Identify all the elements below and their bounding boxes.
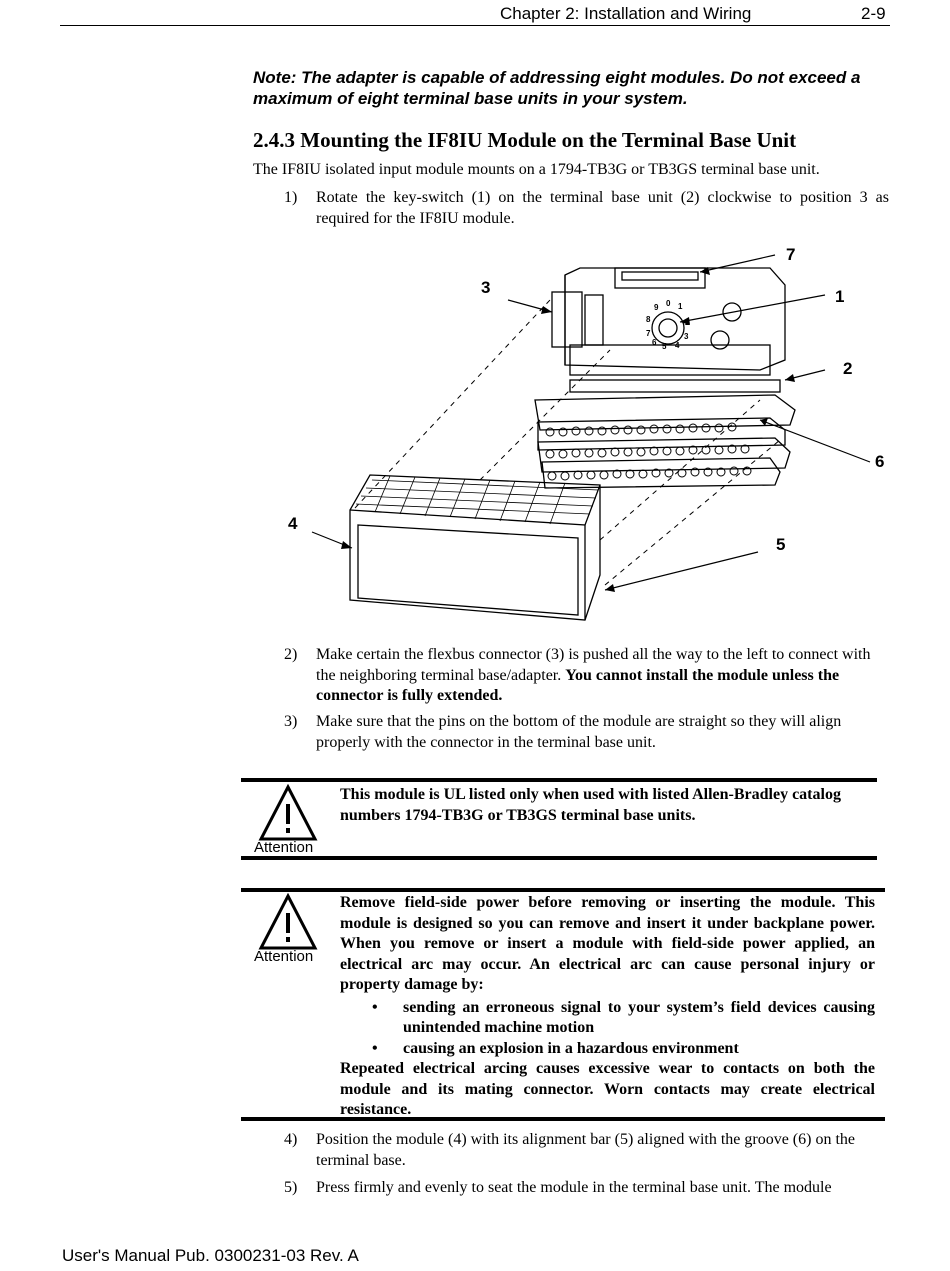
running-header-chapter: Chapter 2: Installation and Wiring bbox=[500, 4, 752, 23]
callout-1: 1 bbox=[835, 287, 845, 306]
step-text bbox=[316, 645, 889, 707]
key-number: 6 bbox=[652, 338, 657, 347]
attention-closing: Repeated electrical arcing causes excessive wear to contacts on both the module and its mating connector. Worn contacts may create electrical resistance. bbox=[340, 1060, 875, 1118]
step-number: 2) bbox=[284, 646, 298, 663]
key-number: 0 bbox=[666, 299, 671, 308]
attention-bullets bbox=[340, 998, 875, 1060]
callout-6: 6 bbox=[875, 452, 885, 471]
key-number: 9 bbox=[654, 303, 659, 312]
callout-7: 7 bbox=[786, 245, 796, 264]
section-intro: The IF8IU isolated input module mounts on a 1794-TB3G or TB3GS terminal base unit. bbox=[253, 161, 820, 178]
section-heading: 2.4.3 Mounting the IF8IU Module on the Terminal Base Unit bbox=[253, 128, 797, 152]
attention-text: Remove field-side power before removing or inserting the module. This module is designed so you can remove and insert it under backplane power. When you remove or insert a module with field-side power applied, an electrical arc may occur. An electrical arc can cause personal injury or property damage by: bbox=[340, 894, 875, 993]
callout-3: 3 bbox=[481, 278, 491, 297]
note-paragraph: Note: The adapter is capable of addressing eight modules. Do not exceed a maximum of eight terminal base units in your system. bbox=[253, 68, 861, 108]
key-number: 3 bbox=[684, 332, 689, 341]
step-number: 5) bbox=[284, 1179, 298, 1196]
step-number: 4) bbox=[284, 1131, 298, 1148]
attention-block bbox=[340, 893, 875, 1121]
key-number: 5 bbox=[662, 342, 667, 351]
key-number: 8 bbox=[646, 315, 651, 324]
attention-top-rule bbox=[241, 778, 877, 782]
attention-label: Attention bbox=[254, 839, 314, 856]
attention-label: Attention bbox=[254, 948, 314, 965]
header-rule bbox=[60, 25, 890, 26]
callout-2: 2 bbox=[843, 359, 853, 378]
step-number: 3) bbox=[284, 713, 298, 730]
step-text-bold: You cannot install the module unless the connector is fully extended. bbox=[316, 666, 840, 704]
step-text-plain: Make certain the flexbus connector (3) is pushed all the way to the left to connect with the neighboring terminal base/adapter. bbox=[316, 646, 871, 684]
callout-5: 5 bbox=[776, 535, 786, 554]
step-1 bbox=[284, 188, 889, 229]
step-text: Make sure that the pins on the bottom of the module are straight so they will align properly with the connector in the terminal base unit. bbox=[316, 713, 842, 751]
attention-bottom-rule bbox=[241, 856, 877, 860]
attention-bottom-rule bbox=[241, 1117, 885, 1121]
step-3 bbox=[284, 712, 889, 753]
key-number: 7 bbox=[646, 329, 651, 338]
step-number: 1) bbox=[284, 189, 298, 206]
key-number: 2 bbox=[685, 318, 690, 327]
warning-triangle-icon bbox=[258, 893, 318, 951]
step-text: Position the module (4) with its alignment bar (5) aligned with the groove (6) on the terminal base. bbox=[316, 1131, 856, 1169]
mounting-diagram bbox=[280, 240, 890, 630]
key-number: 1 bbox=[678, 302, 683, 311]
bullet-item: • sending an erroneous signal to your system’s field devices causing unintended machine motion bbox=[340, 998, 875, 1039]
step-text: Press firmly and evenly to seat the module in the terminal base unit. The module bbox=[316, 1179, 832, 1196]
page-number: 2-9 bbox=[861, 4, 886, 23]
warning-triangle-icon bbox=[258, 784, 318, 842]
key-number: 4 bbox=[675, 341, 680, 350]
attention-top-rule bbox=[241, 888, 885, 892]
footer-publication: User's Manual Pub. 0300231-03 Rev. A bbox=[62, 1246, 359, 1265]
bullet-item: • causing an explosion in a hazardous environment bbox=[340, 1039, 875, 1060]
attention-text: This module is UL listed only when used with listed Allen-Bradley catalog numbers 1794-TB3G or TB3GS terminal base units. bbox=[340, 786, 841, 824]
step-text: Rotate the key-switch (1) on the terminal base unit (2) clockwise to position 3 as required for the IF8IU module. bbox=[316, 189, 889, 227]
step-2 bbox=[284, 645, 889, 707]
step-4 bbox=[284, 1130, 889, 1171]
callout-4: 4 bbox=[288, 514, 298, 533]
step-5 bbox=[284, 1178, 889, 1199]
